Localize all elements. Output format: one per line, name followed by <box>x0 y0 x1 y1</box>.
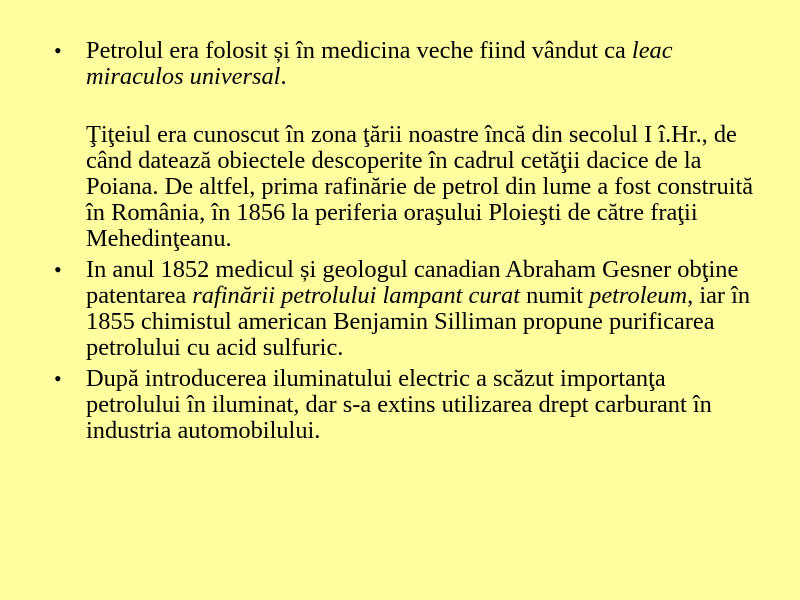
text-run: , iar în 1855 chimistul american Benjamin Silliman propune purificarea petrolului cu acid sulfuric. <box>86 282 751 361</box>
paragraph <box>86 366 764 444</box>
bullet-item <box>52 257 764 361</box>
bullet-dot-icon: • <box>54 38 62 63</box>
paragraph <box>86 38 764 90</box>
bullet-item <box>52 366 764 444</box>
italic-text-run: petroleum <box>589 282 688 309</box>
bullet-dot-icon: • <box>54 257 62 282</box>
italic-text-run: rafinării petrolului lampant curat <box>192 282 520 309</box>
bullet-list <box>52 38 764 449</box>
paragraph <box>86 96 764 252</box>
text-run: După introducerea iluminatului electric a scăzut importanţa petrolului în iluminat, dar s-a extins utilizarea drept carburant în industria automobilului. <box>86 365 712 444</box>
text-run: In anul 1852 medicul și geologul canadian Abraham Gesner obţine patentarea <box>86 256 739 309</box>
bullet-item <box>52 38 764 252</box>
text-run: numit <box>520 282 590 309</box>
paragraph <box>86 257 764 361</box>
text-run: Ţiţeiul era cunoscut în zona ţării noastre încă din secolul I î.Hr., de când datează obiectele descoperite în cadrul cetăţii dacice de la Poiana. De altfel, prima rafinărie de petrol din lume a fost construită în România, în 1856 la periferia oraşului Ploieşti de către fraţii Mehedinţeanu. <box>86 121 754 252</box>
text-run: Petrolul era folosit și în medicina veche fiind vândut ca <box>86 37 632 64</box>
text-run: . <box>280 63 287 90</box>
italic-text-run: leac miraculos universal <box>86 37 673 90</box>
bullet-dot-icon: • <box>54 366 62 391</box>
